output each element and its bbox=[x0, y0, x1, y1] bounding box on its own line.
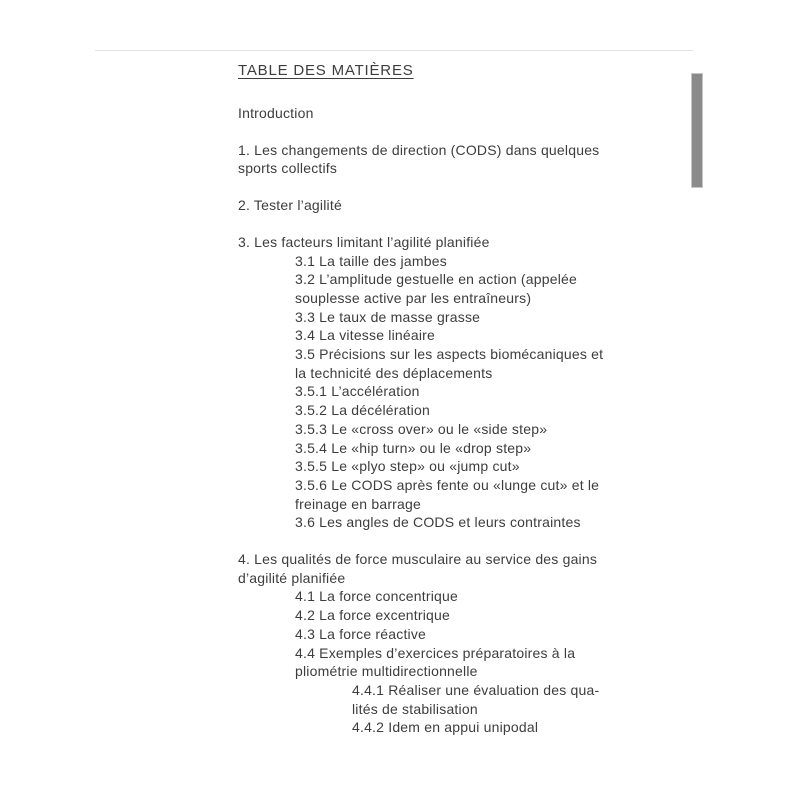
toc-line: 2. Tester l’agilité bbox=[238, 197, 342, 214]
toc-line: 3.5 Précisions sur les aspects biomécaniques et bbox=[295, 346, 604, 363]
toc-line: 4.4.2 Idem en appui unipodal bbox=[352, 719, 539, 736]
toc-line: souplesse active par les entraîneurs) bbox=[295, 289, 532, 306]
toc-line: 1. Les changements de direction (CODS) dans quelques bbox=[238, 141, 600, 158]
toc-line: 3.3 Le taux de masse grasse bbox=[295, 308, 481, 325]
toc-content bbox=[238, 61, 628, 737]
toc-line: d’agilité planifiée bbox=[238, 569, 346, 586]
toc-line: la technicité des déplacements bbox=[295, 364, 493, 381]
toc-block bbox=[238, 104, 628, 123]
toc-block bbox=[238, 233, 628, 532]
toc-title: TABLE DES MATIÈRES bbox=[238, 62, 414, 79]
toc-block bbox=[238, 141, 628, 178]
toc-line: 3.5.6 Le CODS après fente ou «lunge cut» et le bbox=[295, 476, 600, 493]
toc-line: 3.1 La taille des jambes bbox=[295, 252, 447, 269]
toc-line: 4.4.1 Réaliser une évaluation des qua- bbox=[352, 681, 600, 698]
toc-line: 3.5.3 Le «cross over» ou le «side step» bbox=[295, 420, 548, 437]
toc-block bbox=[238, 196, 628, 215]
scrollbar-thumb[interactable] bbox=[691, 73, 703, 188]
toc-line: lités de stabilisation bbox=[352, 700, 478, 717]
toc-line: 3.5.4 Le «hip turn» ou le «drop step» bbox=[295, 439, 532, 456]
toc-block bbox=[238, 550, 628, 737]
toc-line: 3.5.5 Le «plyo step» ou «jump cut» bbox=[295, 458, 520, 475]
toc-line: 4.2 La force excentrique bbox=[295, 607, 451, 624]
toc-line: Introduction bbox=[238, 105, 314, 121]
toc-line: sports collectifs bbox=[238, 160, 338, 177]
toc-line: pliométrie multidirectionnelle bbox=[295, 663, 478, 680]
toc-line: 3.4 La vitesse linéaire bbox=[295, 327, 436, 344]
toc-line: 4.1 La force concentrique bbox=[295, 588, 458, 605]
toc-line: 3. Les facteurs limitant l’agilité planifiée bbox=[238, 233, 490, 250]
toc-line: 3.2 L’amplitude gestuelle en action (appelée bbox=[295, 271, 577, 288]
toc-line: 3.6 Les angles de CODS et leurs contraintes bbox=[295, 514, 581, 531]
toc-blocks bbox=[238, 104, 628, 737]
toc-line: 4.4 Exemples d’exercices préparatoires à la bbox=[295, 644, 576, 661]
toc-line: freinage en barrage bbox=[295, 495, 421, 512]
toc-line: 3.5.1 L’accélération bbox=[295, 383, 420, 400]
toc-line: 3.5.2 La décélération bbox=[295, 402, 430, 419]
toc-line: 4.3 La force réactive bbox=[295, 625, 427, 642]
toc-line: 4. Les qualités de force musculaire au service des gains bbox=[238, 551, 598, 568]
page-top-divider bbox=[95, 50, 693, 51]
